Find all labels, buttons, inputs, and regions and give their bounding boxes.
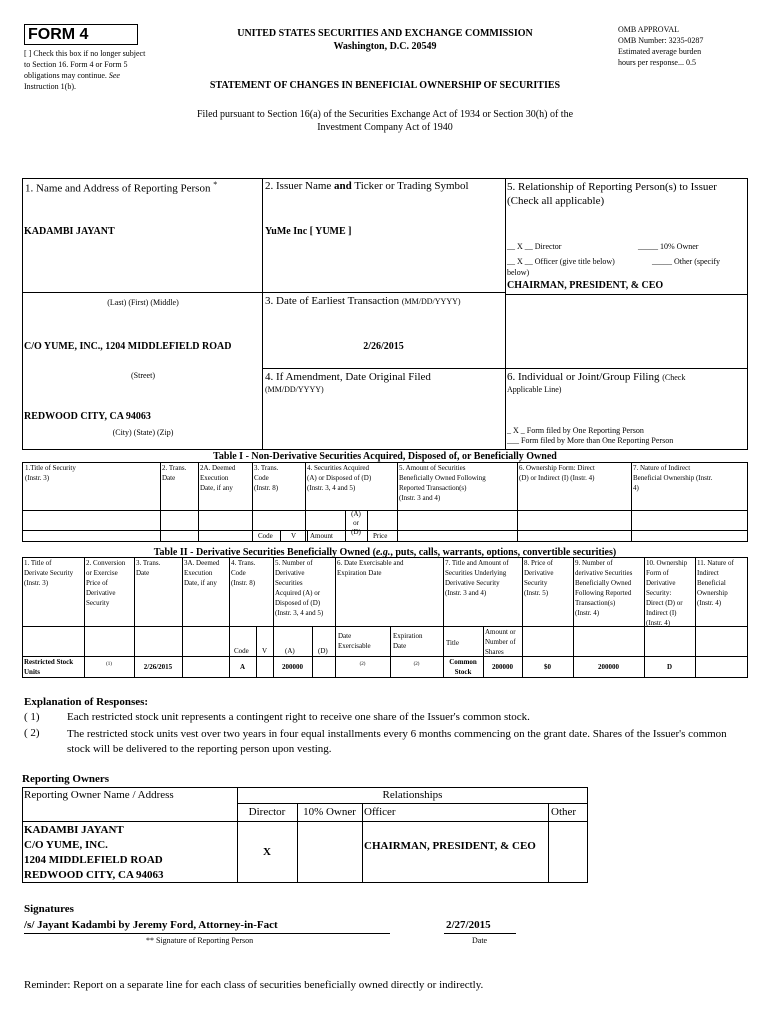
t2-row-acquired: 200000 [282,663,303,671]
t2-row-code: A [239,663,246,671]
omb-number: OMB Number: 3235-0287 [618,36,704,45]
owners-heading: Reporting Owners [22,773,110,785]
owners-col-other: Other [551,806,577,818]
t2-row-title: Restricted Stock Units [24,658,74,676]
t2-sub-amount: Amount or Number of Shares [485,628,516,656]
owners-col-name: Reporting Owner Name / Address [24,789,174,801]
filing-more-persons: ___ Form filed by More than One Reporting Person [507,436,674,445]
t2-sub-code: Code [234,647,249,655]
box6-label-2: Applicable Line) [507,385,562,394]
form-title: FORM 4 [28,26,89,43]
officer-title: CHAIRMAN, PRESIDENT, & CEO [507,280,664,291]
t2-sub-date-ex: Date Exercisable [338,632,371,650]
t2-row-form: D [666,663,673,671]
reporting-person-name: KADAMBI JAYANT [24,226,115,237]
t1-col7: 7. Nature of Indirect Beneficial Ownership (Instr. 4) [633,464,713,492]
t2-row-conv-ref: (1) [106,662,112,667]
check-box-note: [ ] Check this box if no longer subject to Section 16. Form 4 or Form 5 obligations may continue. See Instruction 1(b). [24,49,146,91]
t1-col4: 4. Securities Acquired (A) or Disposed of (D) (Instr. 3, 4 and 5) [307,464,372,492]
owners-col-rel: Relationships [382,789,443,801]
signatures-heading: Signatures [24,903,74,915]
agency-location: Washington, D.C. 20549 [333,41,437,52]
explanation-item-1: Each restricted stock unit represents a contingent right to receive one share of the Issuer's common stock. [67,711,530,723]
issuer-name: YuMe Inc [ YUME ] [265,226,352,237]
t2-h3: 3. Trans. Date [136,559,161,577]
agency-name: UNITED STATES SECURITIES AND EXCHANGE COMMISSION [237,28,533,39]
box6-label: 6. Individual or Joint/Group Filing (Check [507,371,686,383]
city-label: (City) (State) (Zip) [112,428,174,437]
t2-h4: 4. Trans. Code (Instr. 8) [231,559,256,587]
reporting-street: C/O YUME, INC., 1204 MIDDLEFIELD ROAD [24,341,232,352]
t1-col6: 6. Ownership Form: Direct (D) or Indirect (I) (Instr. 4) [519,464,595,482]
t2-row-expiration-ref: (2) [413,662,420,667]
relation-director: __ X __ Director [507,242,562,251]
street-label: (Street) [131,371,155,380]
t2-row-owned: 200000 [598,663,619,671]
owner-director-mark: X [263,846,271,858]
t2-row-price: $0 [544,663,551,671]
omb-burden-1: Estimated average burden [618,47,702,56]
t2-h1: 1. Title of Derivate Security (Instr. 3) [24,559,74,587]
earliest-transaction-date: 2/26/2015 [363,341,404,352]
t1-col2a: 2A. Deemed Execution Date, if any [200,464,236,492]
filed-pursuant: Filed pursuant to Section 16(a) of the Securities Exchange Act of 1934 or Section 30(h) of the Investment Company Act of 1940 [196,109,574,133]
reminder: Reminder: Report on a separate line for each class of securities beneficially owned directly or indirectly. [24,979,484,991]
t2-h11: 11. Nature of Indirect Beneficial Ownership (Instr. 4) [697,559,734,607]
owners-col-officer: Officer [364,806,396,818]
box3-label: 3. Date of Earliest Transaction (MM/DD/YYYY) [265,295,461,307]
explanation-heading: Explanation of Responses: [24,696,149,708]
omb-burden-2: hours per response... 0.5 [618,58,696,67]
t2-sub-exp: Expiration Date [393,632,423,650]
owners-col-director: Director [248,806,286,818]
t2-h6: 6. Date Exercisable and Expiration Date [337,559,404,577]
table2-title: Table II - Derivative Securities Beneficially Owned (e.g., puts, calls, warrants, options, convertible securities) [153,547,617,558]
box4-label-small: (MM/DD/YYYY) [265,385,324,394]
t1-sub-price: Price [373,532,388,540]
signature-label: ** Signature of Reporting Person [146,936,254,945]
signature-date: 2/27/2015 [446,919,491,931]
t2-h10: 10. Ownership Form of Derivative Security: Direct (D) or Indirect (I) (Instr. 4) [646,559,688,627]
relation-other: _____ Other (specify [652,257,720,266]
t1-col5: 5. Amount of Securities Beneficially Owned Following Reported Transaction(s) (Instr. 3 and 4) [399,464,486,502]
t2-h2: 2. Conversion or Exercise Price of Derivative Security [86,559,126,607]
relation-officer: __ X __ Officer (give title below) [507,257,615,266]
t2-h7: 7. Title and Amount of Securities Underlying Derivative Security (Instr. 3 and 4) [445,559,509,597]
t1-sub-code: Code [258,532,273,540]
t1-sub-amount: Amount [310,532,333,540]
t2-row-exercisable-ref: (2) [359,662,366,667]
t2-sub-v: V [262,647,268,655]
t2-sub-a: (A) [285,647,295,655]
t1-col2: 2. Trans. Date [162,464,187,482]
explanation-item-2: The restricted stock units vest over two years in four equal installments every 6 months commencing on the grant date. Shares of the Issuer's common stock will be delivered to the reporting person upon vesting. [67,728,727,755]
explanation-item-1-num: ( 1) [24,711,40,723]
omb-approval: OMB APPROVAL [618,25,679,34]
relation-other-2: below) [507,268,530,277]
box5-label: 5. Relationship of Reporting Person(s) to Issuer (Check all applicable) [507,181,717,207]
box2-label: 2. Issuer Name and Ticker or Trading Symbol [265,180,469,192]
t1-col3: 3. Trans. Code (Instr. 8) [254,464,279,492]
t2-sub-d: (D) [318,647,328,655]
t2-row-underlying-amount: 200000 [492,663,513,671]
omb-box [618,24,758,68]
t2-h9: 9. Number of derivative Securities Beneficially Owned Following Reported Transaction(s) (Instr. 4) [575,559,633,617]
date-label: Date [472,936,488,945]
owners-col-ten: 10% Owner [303,806,356,818]
t1-sub-v: V [291,532,297,540]
relation-ten-pct: _____ 10% Owner [638,242,699,251]
t2-row-underlying-title: Common Stock [449,658,477,676]
t1-col1: 1.Title of Security (Instr. 3) [25,464,76,482]
owner-address: KADAMBI JAYANT C/O YUME, INC. 1204 MIDDLEFIELD ROAD REDWOOD CITY, CA 94063 [24,824,164,881]
form-title-box [24,24,138,45]
statement-title: STATEMENT OF CHANGES IN BENEFICIAL OWNERSHIP OF SECURITIES [209,80,561,91]
box4-label: 4. If Amendment, Date Original Filed [265,371,431,383]
t2-h3a: 3A. Deemed Execution Date, if any [184,559,220,587]
t2-h5: 5. Number of Derivative Securities Acquired (A) or Disposed of (D) (Instr. 3, 4 and 5) [275,559,324,617]
reporting-info-grid [22,178,748,450]
box1-label: 1. Name and Address of Reporting Person * [25,180,218,195]
table1-title: Table I - Non-Derivative Securities Acquired, Disposed of, or Beneficially Owned [213,451,557,462]
t2-h8: 8. Price of Derivative Security (Instr. 5) [524,559,554,597]
reporting-city: REDWOOD CITY, CA 94063 [24,411,151,422]
name-parts-label: (Last) (First) (Middle) [107,298,179,307]
owner-officer-title: CHAIRMAN, PRESIDENT, & CEO [364,840,536,852]
t1-sub-aord: (A) or (D) [351,510,361,536]
signer: /s/ Jayant Kadambi by Jeremy Ford, Attorney-in-Fact [24,919,278,931]
t2-row-date: 2/26/2015 [143,663,173,671]
explanation-item-2-num: ( 2) [24,727,40,739]
t2-sub-title: Title [446,639,459,647]
filing-one-person: _ X _ Form filed by One Reporting Person [507,426,644,435]
